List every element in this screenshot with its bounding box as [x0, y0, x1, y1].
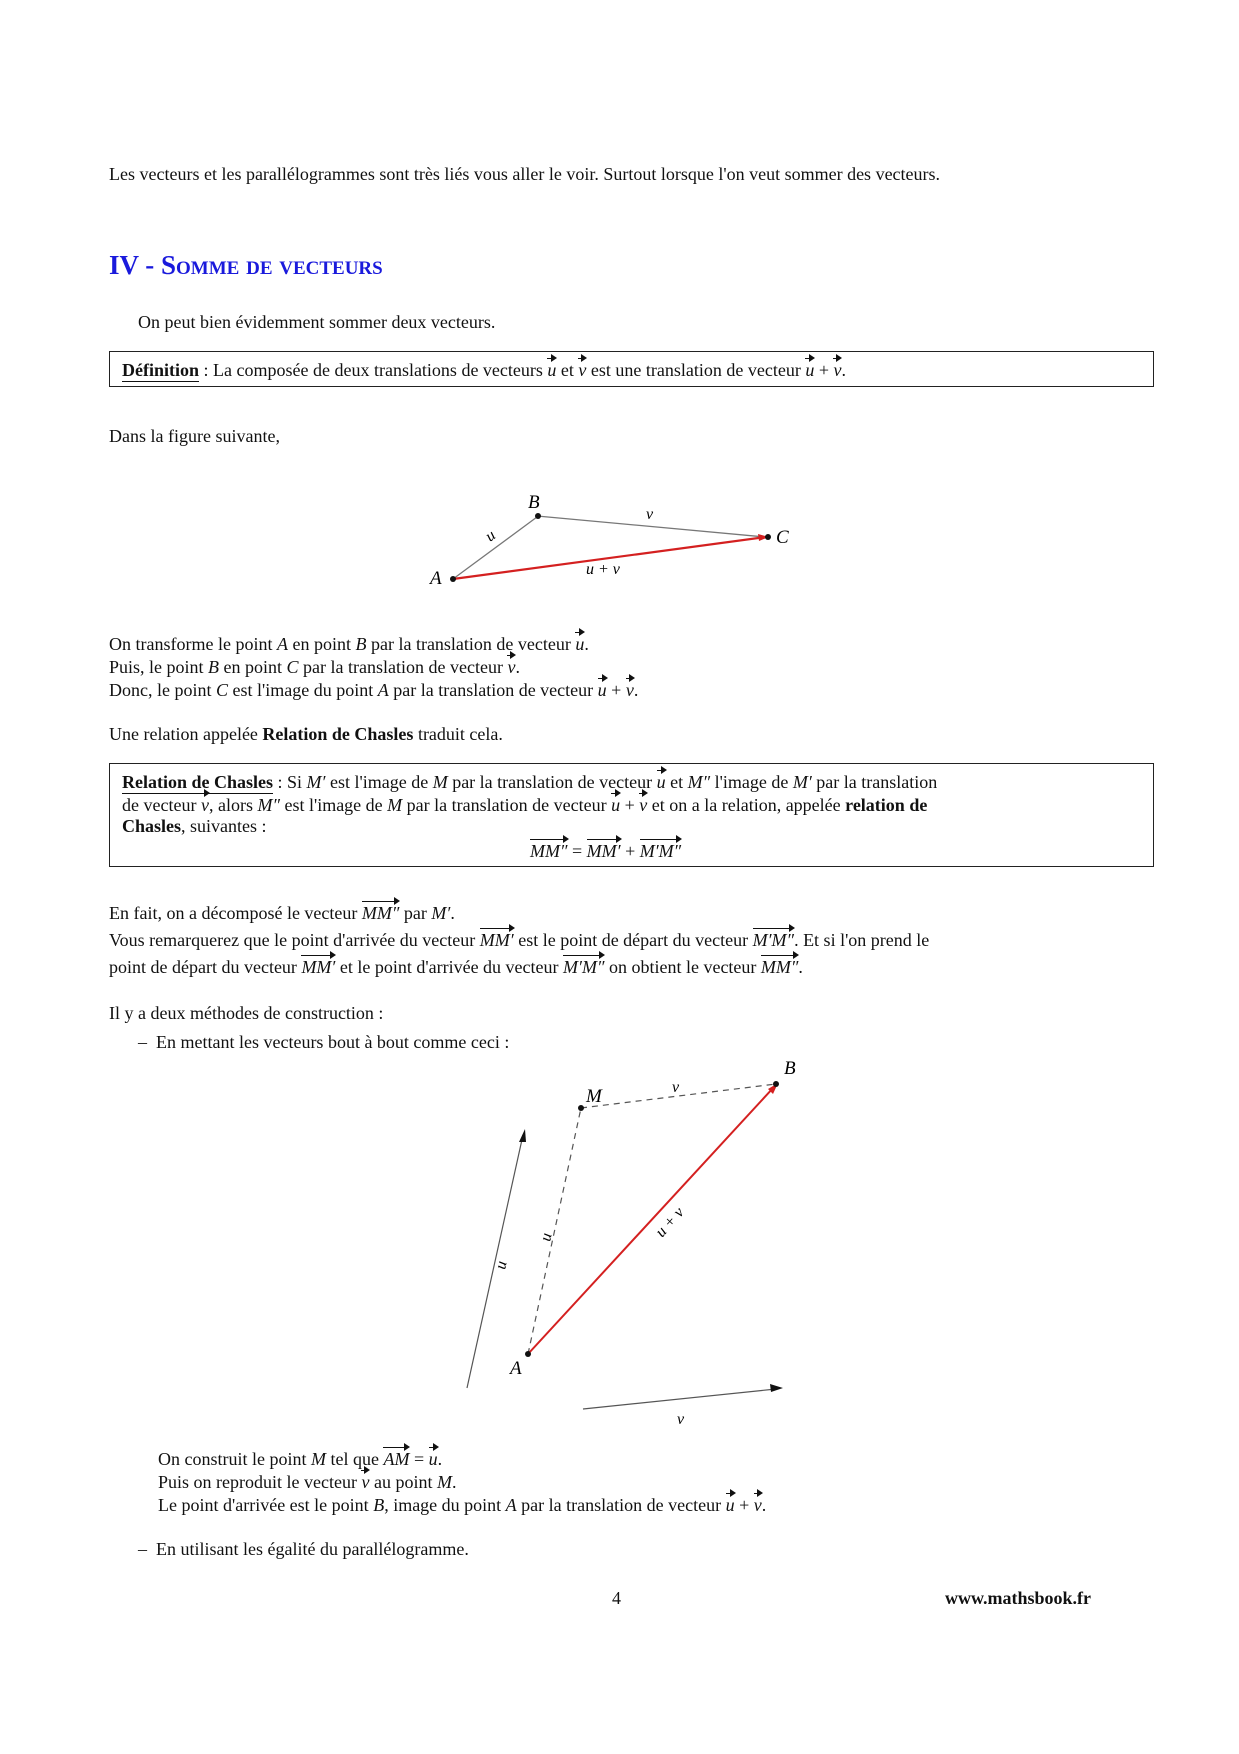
vector-sum-AB	[528, 1087, 774, 1354]
chasles-formula: MM″ = MM′ + M′M″	[530, 838, 681, 862]
construct-line-3: Le point d'arrivée est le point B, image du point A par la translation de vecteur u + v.	[158, 1492, 766, 1516]
construct-line-2: Puis on reproduit le vecteur v au point M.	[158, 1469, 456, 1493]
point-B-label: B	[784, 1058, 796, 1079]
transform-line-1: On transforme le point A en point B par la translation de vecteur u.	[109, 631, 589, 655]
dashed-vector-AM	[528, 1108, 581, 1354]
definition-box: Définition : La composée de deux translations de vecteurs u et v est une translation de vecteur u + v.	[109, 351, 1154, 387]
point-C-label: C	[776, 527, 789, 548]
intro-text: Les vecteurs et les parallélogrammes sont très liés vous aller le voir. Surtout lorsque l'on veut sommer des vecteurs.	[109, 164, 941, 184]
figure-construction	[450, 1050, 820, 1430]
method-2: – En utilisant les égalité du parallélogramme.	[138, 1539, 469, 1559]
vector-sum-label: u + v	[586, 561, 620, 578]
free-vector-v	[583, 1389, 776, 1409]
explain-line-1: En fait, on a décomposé le vecteur MM″ par M′.	[109, 900, 455, 924]
construct-line-1: On construit le point M tel que AM = u.	[158, 1446, 442, 1470]
explain-line-3: point de départ du vecteur MM′ et le point d'arrivée du vecteur M′M″ on obtient le vecteur MM″.	[109, 954, 803, 978]
vector-AB-label: u + v	[652, 1204, 688, 1241]
methods-intro: Il y a deux méthodes de construction :	[109, 1003, 384, 1023]
vector-v-label: v	[646, 506, 654, 523]
transform-line-3: Donc, le point C est l'image du point A par la translation de vecteur u + v.	[109, 677, 638, 701]
free-vector-u-label: u	[492, 1259, 511, 1271]
point-A-label: A	[430, 568, 442, 589]
free-vector-v-label: v	[677, 1411, 685, 1428]
section-title: Somme de vecteurs	[161, 250, 383, 280]
chasles-term: Relation de Chasles	[122, 772, 274, 792]
method-1: – En mettant les vecteurs bout à bout comme ceci :	[138, 1032, 510, 1052]
explain-line-2: Vous remarquerez que le point d'arrivée du vecteur MM′ est le point de départ du vecteur M′M″. Et si l'on prend le	[109, 927, 929, 951]
footer-site[interactable]: www.mathsbook.fr	[945, 1588, 1092, 1608]
figure-triangle	[420, 488, 820, 598]
transform-line-2: Puis, le point B en point C par la translation de vecteur v.	[109, 654, 520, 678]
point-M-label: M	[586, 1086, 602, 1107]
figure-intro-text: Dans la figure suivante,	[109, 426, 280, 446]
page-number: 4	[612, 1588, 621, 1608]
section-number: IV -	[109, 250, 162, 280]
vector-AM-label: u	[537, 1231, 556, 1243]
vector-u: u	[547, 357, 556, 381]
vector-v: v	[578, 357, 586, 381]
vector-u-label: u	[482, 526, 499, 546]
relation-intro: Une relation appelée Relation de Chasles traduit cela.	[109, 724, 503, 744]
point-B-label: B	[528, 492, 540, 513]
definition-term: Définition	[122, 360, 200, 380]
section-heading	[109, 250, 383, 281]
point-A-label: A	[510, 1358, 522, 1379]
vector-MB-label: v	[672, 1079, 680, 1096]
lead-text: On peut bien évidemment sommer deux vecteurs.	[138, 312, 496, 332]
chasles-box: Relation de Chasles : Si M′ est l'image de M par la translation de vecteur u et M″ l'image de M′ par la translation de vecteur v, alors M″ est l'image de M par la translation de vecteur u + v et on a la relation, appelée relation de Chasles, suivantes : MM″ = MM′ + M′M″	[109, 763, 1154, 867]
